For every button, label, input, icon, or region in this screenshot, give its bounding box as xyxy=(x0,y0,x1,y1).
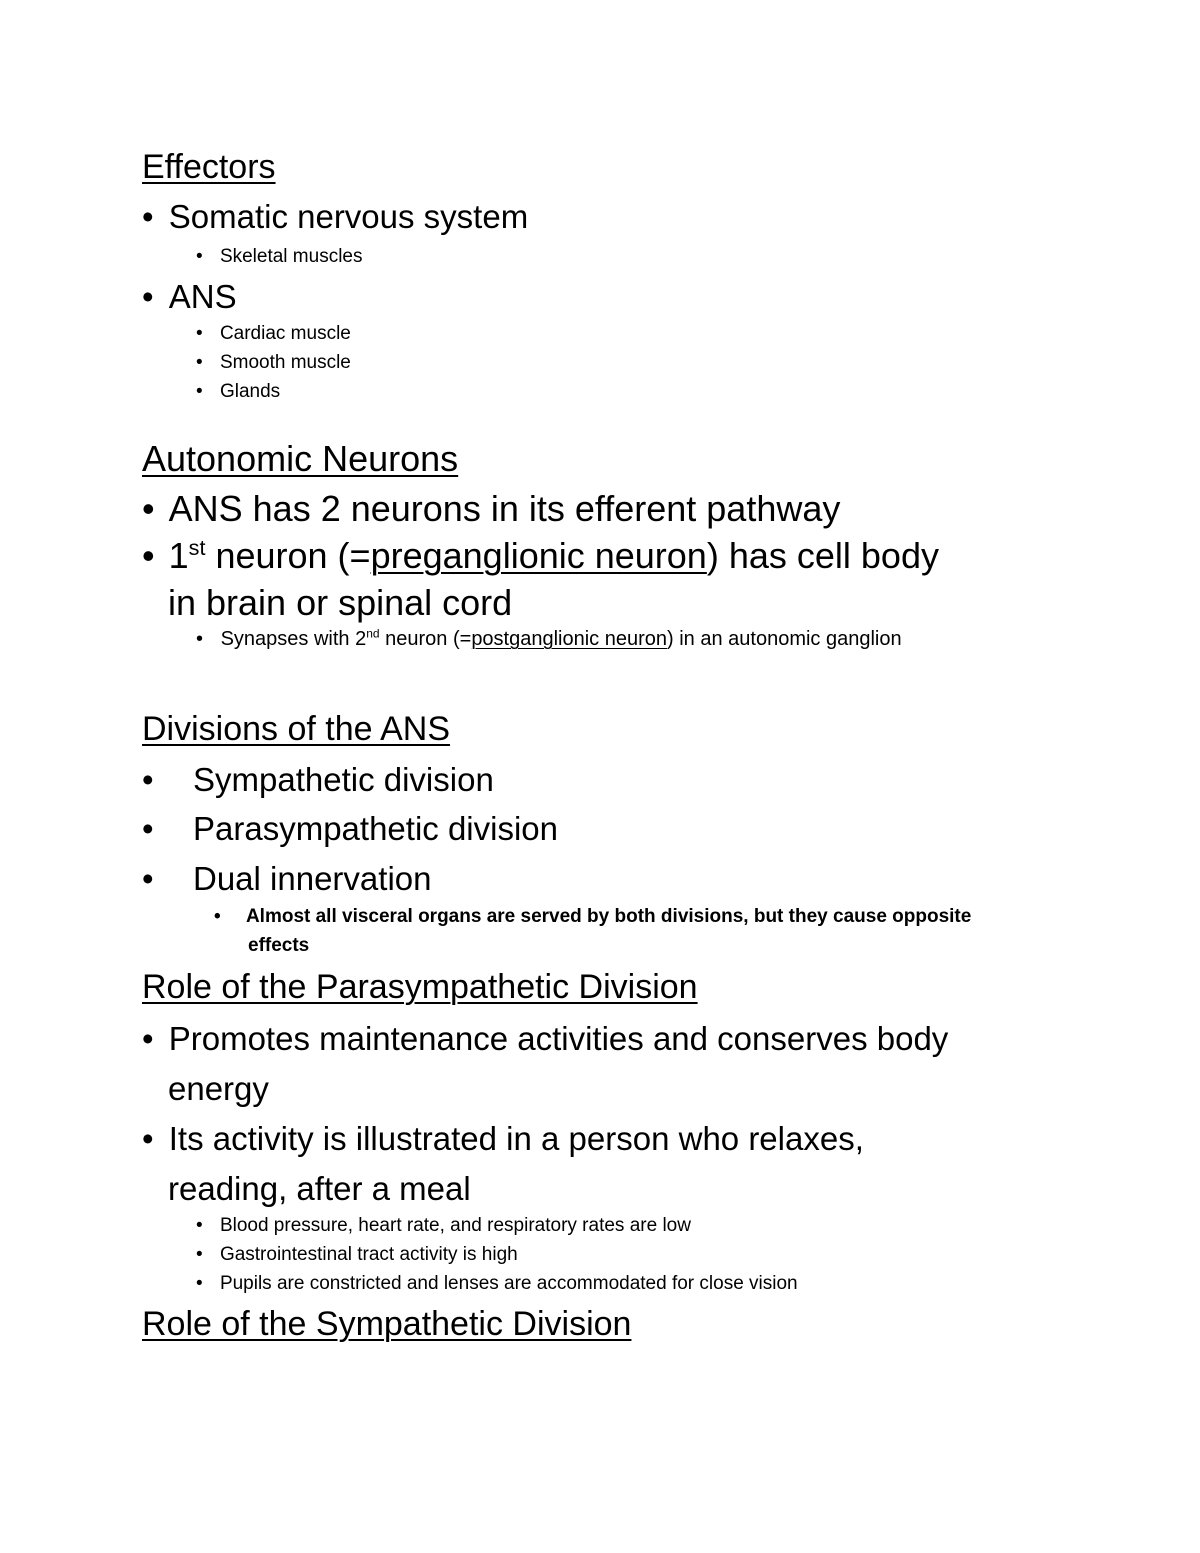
sub-bullet-item xyxy=(196,1244,518,1266)
bullet-icon: • xyxy=(142,810,154,847)
sub-bullet-text: Glands xyxy=(219,381,281,402)
bullet-icon: • xyxy=(142,488,155,529)
bullet-icon: • xyxy=(142,1120,154,1157)
sub-bullet-item xyxy=(196,352,351,374)
sub-bullet-item xyxy=(196,246,363,268)
section-heading-autonomic-neurons: Autonomic Neurons xyxy=(142,438,459,479)
sub-bullet-text: Synapses with 2nd neuron (=postganglionic neuron) in an autonomic ganglion xyxy=(220,626,902,650)
bullet-icon: • xyxy=(142,278,154,315)
bullet-icon: • xyxy=(196,381,203,402)
sub-bullet-text-continuation: effects xyxy=(248,935,310,956)
bullet-item xyxy=(142,810,558,848)
section-heading-sympathetic: Role of the Sympathetic Division xyxy=(142,1305,632,1343)
bullet-icon: • xyxy=(196,628,204,650)
bullet-text-continuation: reading, after a meal xyxy=(168,1170,471,1207)
bullet-icon: • xyxy=(142,535,155,576)
sub-bullet-item xyxy=(196,1215,691,1237)
bullet-text: Parasympathetic division xyxy=(193,810,558,847)
sub-bullet-item xyxy=(196,1273,798,1295)
bullet-item xyxy=(142,1120,864,1158)
bullet-text: ANS has 2 neurons in its efferent pathway xyxy=(168,488,841,529)
bullet-text-continuation: energy xyxy=(168,1070,269,1107)
bullet-text: 1st neuron (=preganglionic neuron) has cell body xyxy=(168,535,939,576)
sub-bullet-text: Pupils are constricted and lenses are accommodated for close vision xyxy=(219,1273,798,1294)
bullet-text: Promotes maintenance activities and conserves body xyxy=(168,1020,949,1057)
bullet-item xyxy=(142,761,494,799)
sub-bullet-item xyxy=(214,906,971,928)
bullet-item xyxy=(142,198,528,236)
bullet-text: Sympathetic division xyxy=(193,761,494,798)
term-postganglionic-neuron: postganglionic neuron xyxy=(471,628,668,650)
sub-bullet-item xyxy=(196,323,351,345)
bullet-icon: • xyxy=(142,1020,154,1057)
bullet-text-continuation: in brain or spinal cord xyxy=(168,582,513,623)
sub-bullet-text: Smooth muscle xyxy=(219,352,351,373)
term-preganglionic-neuron: preganglionic neuron xyxy=(370,535,707,576)
bullet-item xyxy=(142,860,432,898)
sub-bullet-text: Gastrointestinal tract activity is high xyxy=(219,1244,518,1265)
bullet-icon: • xyxy=(196,246,203,267)
sub-bullet-text: Blood pressure, heart rate, and respiratory rates are low xyxy=(219,1215,691,1236)
bullet-item xyxy=(142,535,939,577)
section-heading-parasympathetic: Role of the Parasympathetic Division xyxy=(142,968,698,1006)
bullet-text: Its activity is illustrated in a person who relaxes, xyxy=(168,1120,864,1157)
bullet-icon: • xyxy=(196,1215,203,1236)
bullet-item xyxy=(142,278,237,316)
sub-bullet-item xyxy=(196,628,902,651)
sub-bullet-text: Almost all visceral organs are served by both divisions, but they cause opposite xyxy=(245,906,972,927)
bullet-icon: • xyxy=(142,198,154,235)
bullet-icon: • xyxy=(196,1273,203,1294)
bullet-text: ANS xyxy=(168,278,237,315)
bullet-icon: • xyxy=(196,1244,203,1265)
bullet-text: Dual innervation xyxy=(193,860,432,897)
section-heading-divisions: Divisions of the ANS xyxy=(142,710,451,748)
bullet-icon: • xyxy=(142,761,154,798)
bullet-icon: • xyxy=(142,860,154,897)
bullet-item xyxy=(142,488,840,530)
bullet-icon: • xyxy=(196,352,203,373)
sub-bullet-text: Skeletal muscles xyxy=(219,246,363,267)
bullet-icon: • xyxy=(214,906,221,927)
sub-bullet-text: Cardiac muscle xyxy=(219,323,351,344)
bullet-icon: • xyxy=(196,323,203,344)
sub-bullet-item xyxy=(196,381,280,403)
bullet-item xyxy=(142,1020,948,1058)
section-heading-effectors: Effectors xyxy=(142,148,276,186)
bullet-text: Somatic nervous system xyxy=(168,198,529,235)
